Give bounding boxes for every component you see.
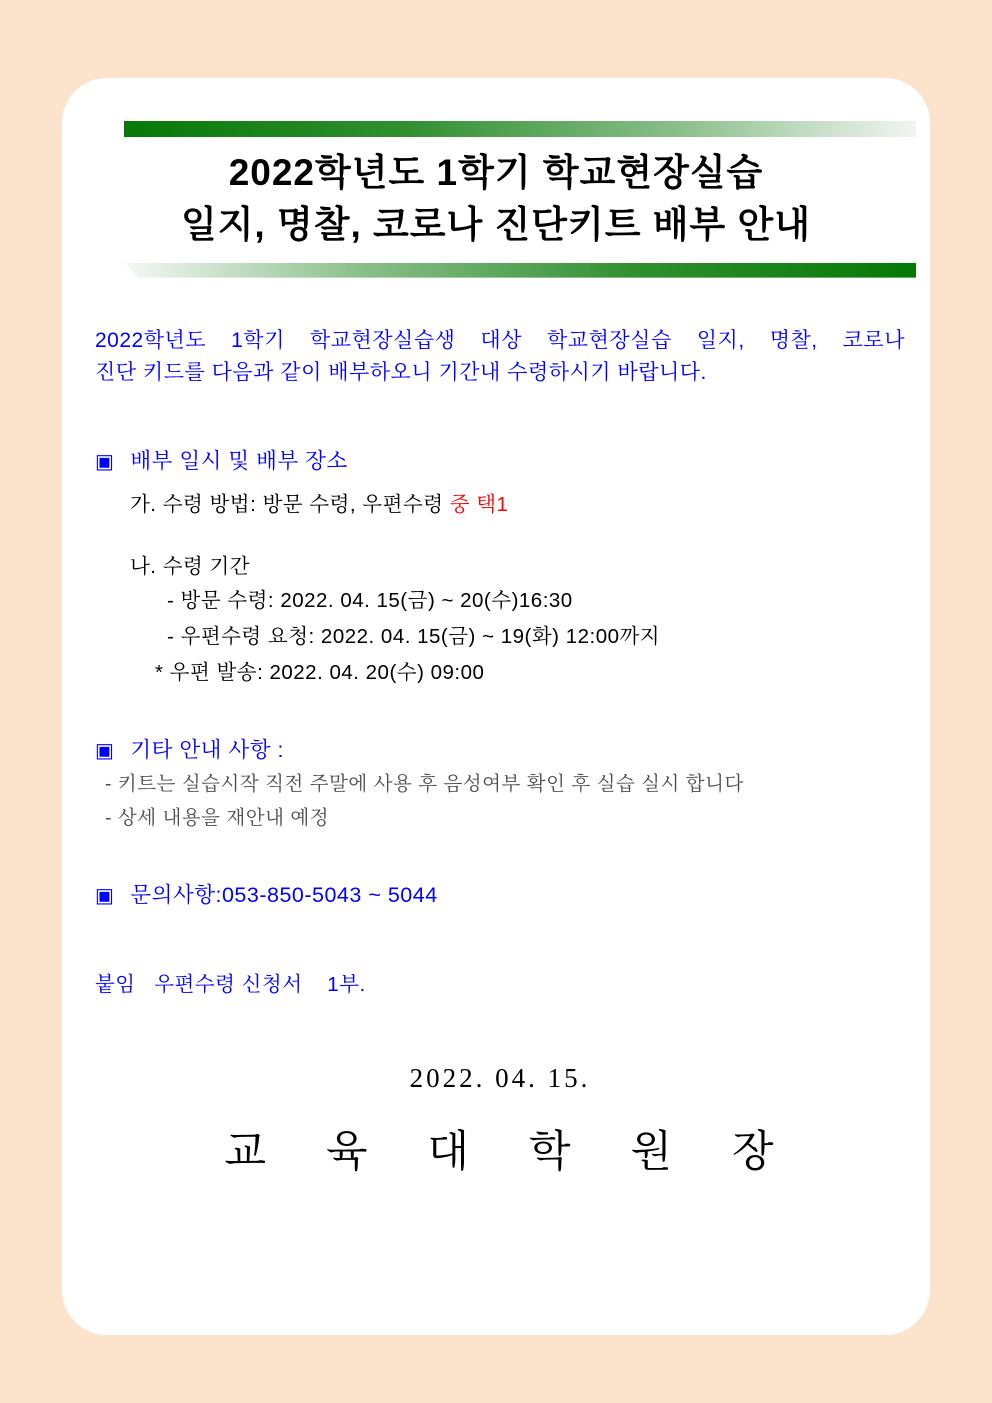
- square-bullet-icon: ▣: [95, 450, 115, 473]
- intro-paragraph: [95, 325, 905, 390]
- etc-note2: - 상세 내용을 재안내 예정: [105, 806, 330, 829]
- distribution-period-label: 나. 수령 기간: [130, 554, 251, 578]
- distribution-mail-send-line: * 우편 발송: 2022. 04. 20(수) 09:00: [155, 660, 485, 684]
- notice-date: 2022. 04. 15.: [409, 1062, 591, 1093]
- section-distribution-title: 배부 일시 및 배부 장소: [130, 448, 348, 473]
- etc-note1: - 키트는 실습시작 직전 주말에 사용 후 음성여부 확인 후 실습 실시 합니다: [105, 772, 744, 795]
- distribution-visit-line: - 방문 수령: 2022. 04. 15(금) ~ 20(수)16:30: [167, 588, 573, 612]
- section-etc-heading: [95, 733, 905, 764]
- attachment-line: 붙임 우편수령 신청서 1부.: [95, 972, 366, 996]
- contact-text: 문의사항:053-850-5043 ~ 5044: [130, 882, 438, 907]
- notice-title: [62, 147, 930, 251]
- square-bullet-icon: ▣: [95, 884, 115, 907]
- section-distribution-heading: [95, 444, 905, 475]
- distribution-method-highlight: 중 택1: [449, 492, 509, 516]
- notice-title-line2: 일지, 명찰, 코로나 진단키트 배부 안내: [180, 203, 812, 245]
- title-top-gradient-bar: [124, 121, 916, 137]
- title-bottom-gradient-bar: [124, 263, 916, 278]
- distribution-mail-request-line: - 우편수령 요청: 2022. 04. 15(금) ~ 19(화) 12:00까지: [167, 624, 661, 648]
- notice-body: [62, 325, 930, 1179]
- square-bullet-icon: ▣: [95, 739, 115, 762]
- signer-title: 교 육 대 학 원 장: [224, 1127, 776, 1176]
- notice-title-line1: 2022학년도 1학기 학교현장실습: [228, 152, 764, 193]
- section-etc-title: 기타 안내 사항 :: [130, 737, 284, 762]
- distribution-method-line: [130, 487, 905, 517]
- section-contact-heading: [95, 878, 905, 909]
- distribution-method-text: 가. 수령 방법: 방문 수령, 우편수령: [130, 492, 450, 516]
- intro-line1: 2022학년도 1학기 학교현장실습생 대상 학교현장실습 일지, 명찰, 코로나: [95, 328, 905, 352]
- notice-card: [62, 78, 930, 1335]
- intro-line2: 진단 키드를 다음과 같이 배부하오니 기간내 수령하시기 바랍니다.: [95, 361, 707, 385]
